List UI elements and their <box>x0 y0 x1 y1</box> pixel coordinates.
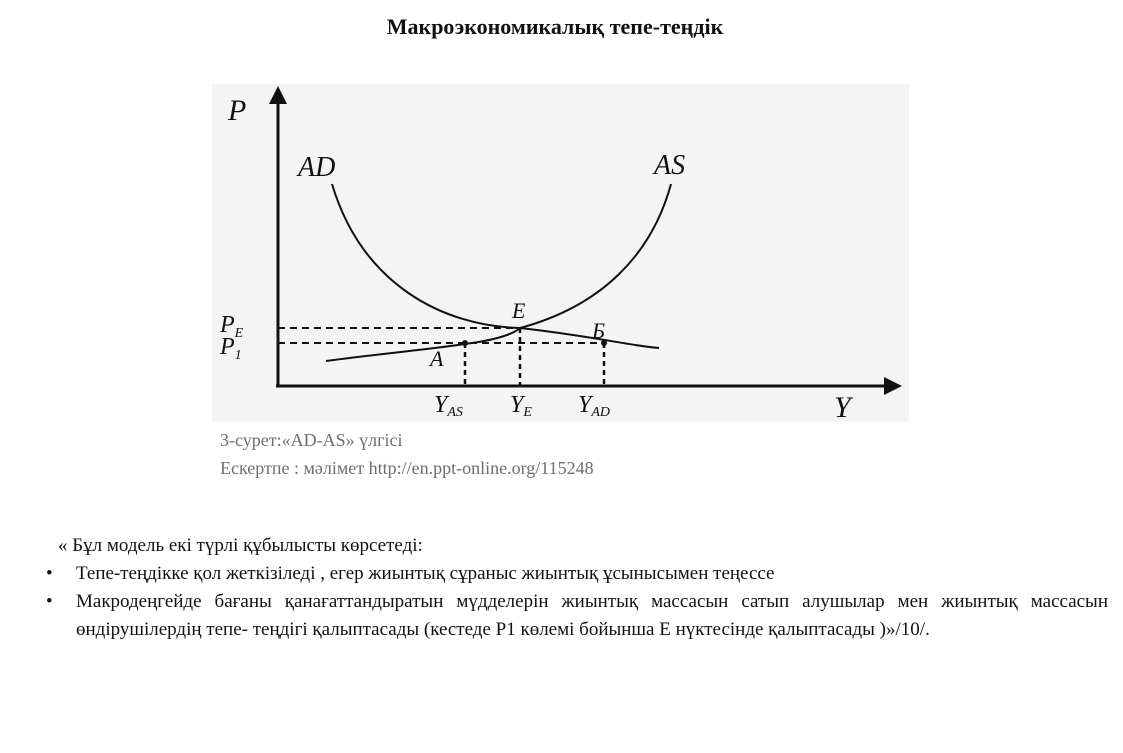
y-axis-label: P <box>228 94 247 127</box>
x-tick-ye <box>510 392 532 420</box>
x-tick-yad <box>578 392 610 420</box>
bullet-dot: • <box>46 563 53 584</box>
point-a-label: A <box>430 346 444 371</box>
point-b-label: Б <box>592 318 605 343</box>
y-tick-p1-main: P <box>220 334 235 360</box>
as-curve <box>326 184 671 361</box>
x-tick-ye-sub: E <box>523 405 532 420</box>
list-item <box>46 588 1108 644</box>
x-tick-yad-main: Y <box>578 392 592 418</box>
x-axis-arrow <box>884 377 902 395</box>
x-tick-yas-main: Y <box>434 392 448 418</box>
x-tick-yad-sub: AD <box>591 405 611 420</box>
source-note: Ескертпе : мәлімет http://en.ppt-online.org/115248 <box>220 458 594 478</box>
intro-line: « Бұл модель екі түрлі құбылысты көрсетеді: <box>58 535 423 556</box>
bullet-text: Макродеңгейде бағаны қанағаттандыратын мүдделерін жиынтық массасын сатып алушылар мен жиынтық массасын өндірушілердің тепе- теңдігі қалыптасады (кестеде Р1 көлемі бойынша Е нүктесінде қалыптасады )»/10/. <box>76 591 1108 640</box>
y-tick-pe-sub: E <box>234 326 244 341</box>
x-axis-label: Y <box>834 391 851 424</box>
figure-caption: 3-сурет:«AD-AS» үлгісі <box>220 430 403 450</box>
body-text <box>46 532 1108 644</box>
list-item <box>46 560 1108 588</box>
as-curve-label: AS <box>654 150 686 181</box>
point-a-marker <box>462 340 468 346</box>
point-e-label: E <box>512 298 526 323</box>
y-tick-p1-sub: 1 <box>234 348 242 363</box>
x-tick-yas <box>434 392 463 420</box>
x-tick-ye-main: Y <box>510 392 524 418</box>
page-title: Макроэкономикалық тепе-теңдік <box>386 14 724 39</box>
bullet-dot: • <box>46 591 53 612</box>
bullet-list <box>46 560 1108 644</box>
ad-as-chart <box>212 84 909 422</box>
bullet-text: Тепе-теңдікке қол жеткізіледі , егер жиынтық сұраныс жиынтық ұсынысымен теңессе <box>76 563 775 584</box>
x-tick-yas-sub: AS <box>447 405 463 420</box>
y-tick-pe-main: P <box>220 312 235 338</box>
ad-curve <box>332 184 659 348</box>
ad-curve-label: AD <box>298 152 336 183</box>
y-axis-arrow <box>269 86 287 104</box>
